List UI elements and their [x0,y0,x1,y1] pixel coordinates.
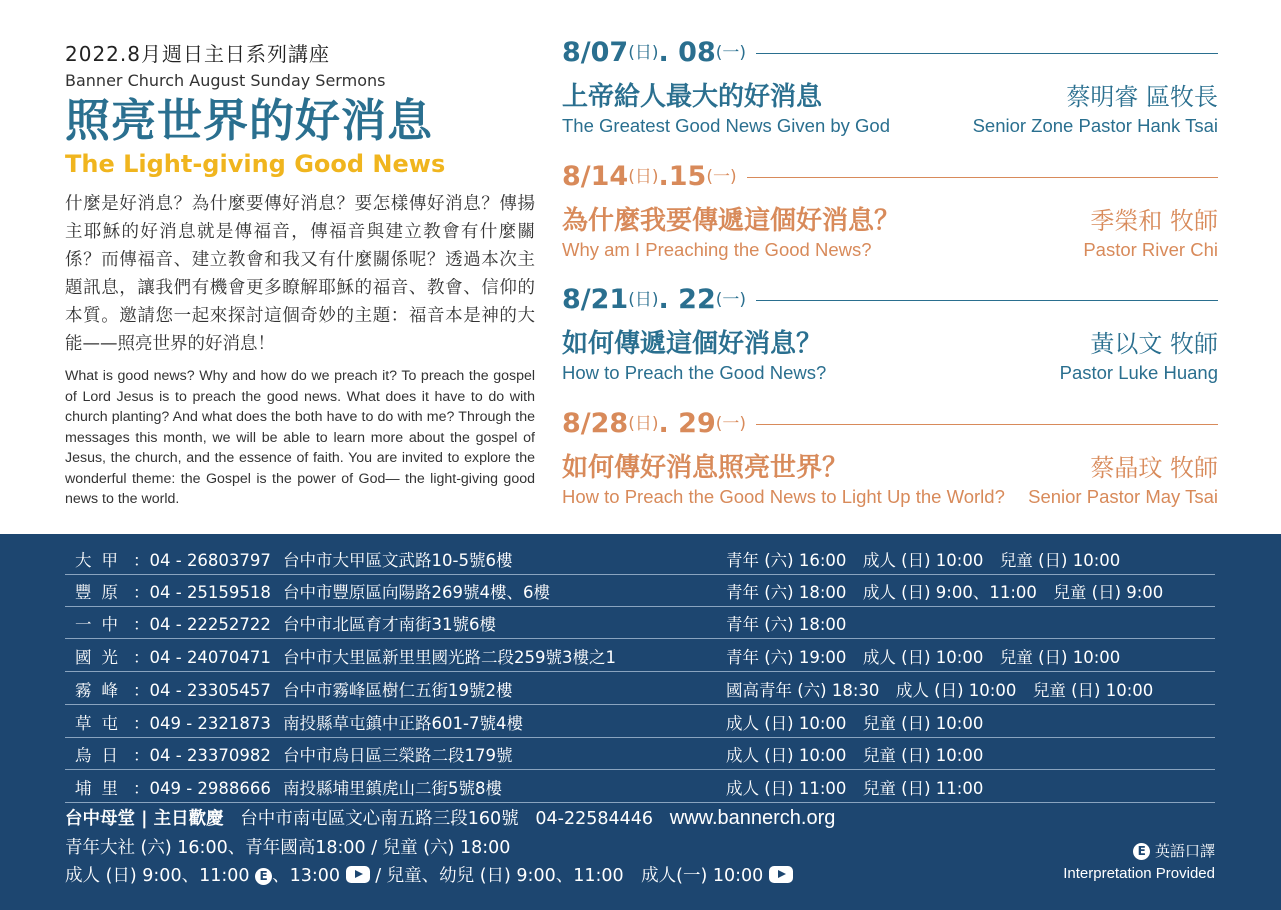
church-times: 成人 (日) 10:00 兒童 (日) 10:00 [726,713,984,733]
church-times: 青年 (六) 19:00 成人 (日) 10:00 兒童 (日) 10:00 [726,647,1121,667]
church-row [65,706,1215,738]
church-locations-panel [0,534,1281,910]
sermon-day-sunday: (日) [628,290,659,310]
sermon-speaker-zh: 黃以文 牧師 [1090,330,1218,358]
hq-website-link[interactable]: www.bannerch.org [669,807,836,829]
church-address: 台中市霧峰區樹仁五街19號2樓 [283,680,513,700]
sermon-speaker-en: Senior Pastor May Tsai [1028,486,1218,507]
main-title-en: The Light-giving Good News [65,150,446,178]
divider-line [756,424,1218,425]
church-row [65,673,1215,705]
church-address: 台中市大甲區文武路10-5號6樓 [283,550,513,570]
sermon-date [562,160,1218,194]
church-phone: ：04 - 24070471 [133,647,271,667]
sermon-date-sunday: 8/28 [562,408,629,439]
church-row [65,543,1215,575]
sermon-speaker-zh: 蔡明睿 區牧長 [1066,83,1218,111]
hq-info-line [65,805,835,830]
church-name: 國光 [75,647,128,667]
church-name: 埔里 [75,778,128,798]
church-row [65,771,1215,803]
sermon-date-sunday: 8/14 [562,161,629,192]
sermon-day-sunday: (日) [628,43,659,63]
church-phone: ：049 - 2321873 [133,713,271,733]
intro-column [65,38,535,510]
sermon-date [562,36,1218,70]
main-title-zh: 照亮世界的好消息 [65,94,434,147]
church-row [65,575,1215,607]
church-name: 大甲 [75,550,128,570]
sermon-topic-zh: 上帝給人最大的好消息 [562,82,823,112]
interpretation-note [1063,840,1215,882]
sermon-speaker-zh: 蔡晶玟 牧師 [1090,454,1218,482]
church-times: 國高青年 (六) 18:30 成人 (日) 10:00 兒童 (日) 10:00 [726,680,1154,700]
sermon-block [562,36,1218,137]
church-times: 青年 (六) 18:00 [726,614,847,634]
church-times: 青年 (六) 16:00 成人 (日) 10:00 兒童 (日) 10:00 [726,550,1121,570]
sermon-topic-zh: 如何傳好消息照亮世界？ [562,453,849,483]
sermon-topic-en: Why am I Preaching the Good News? [562,239,872,260]
divider-line [756,53,1218,54]
church-name: 草屯 [75,713,128,733]
church-times: 青年 (六) 18:00 成人 (日) 9:00、11:00 兒童 (日) 9:00 [726,582,1164,602]
sermon-topic-en: The Greatest Good News Given by God [562,115,891,136]
sermon-date-sunday: 8/21 [562,284,629,315]
sermon-date-monday: . 08 [658,37,716,68]
series-title-zh: 2022.8月週日主日系列講座 [65,42,330,66]
church-name: 霧峰 [75,680,128,700]
sermon-speaker-en: Senior Zone Pastor Hank Tsai [972,115,1218,136]
sermon-day-monday: (一) [715,414,746,434]
youtube-icon[interactable] [346,866,370,883]
hq-adult-prefix: 成人 (日) 9:00、11:00 [65,866,250,886]
sermon-topic-zh: 如何傳遞這個好消息？ [562,329,823,359]
interpretation-zh: 英語口譯 [1154,842,1215,860]
church-phone: ：04 - 23305457 [133,680,271,700]
hq-phone: 04-22584446 [535,809,654,829]
church-row [65,738,1215,770]
youtube-icon[interactable] [769,866,793,883]
hq-adult-times [65,862,793,887]
sermon-day-sunday: (日) [628,414,659,434]
series-title-en: Banner Church August Sunday Sermons [65,71,386,90]
church-address: 南投縣埔里鎮虎山二街5號8樓 [283,778,502,798]
english-badge-icon: E [1133,843,1150,860]
sermon-speaker-zh: 季榮和 牧師 [1090,207,1218,235]
church-address: 台中市大里區新里里國光路二段259號3樓之1 [283,647,616,667]
sermon-date-monday: . 22 [658,284,716,315]
sermon-date [562,283,1218,317]
sermon-topic-en: How to Preach the Good News to Light Up the World? [562,486,1005,507]
church-times: 成人 (日) 11:00 兒童 (日) 11:00 [726,778,984,798]
sermon-block [562,407,1218,508]
church-phone: ：04 - 23370982 [133,745,271,765]
sermon-day-sunday: (日) [628,167,659,187]
church-row [65,607,1215,639]
sermon-day-monday: (一) [715,290,746,310]
church-phone: ：04 - 22252722 [133,614,271,634]
church-times: 成人 (日) 10:00 兒童 (日) 10:00 [726,745,984,765]
sermon-block [562,160,1218,261]
sermon-date-monday: . 29 [658,408,716,439]
church-name: 一中 [75,614,128,634]
sermon-day-monday: (一) [715,43,746,63]
sermon-block [562,283,1218,384]
sermon-speaker-en: Pastor River Chi [1083,239,1218,260]
church-phone: ：04 - 25159518 [133,582,271,602]
church-row [65,640,1215,672]
sermon-date-sunday: 8/07 [562,37,629,68]
sermon-date [562,407,1218,441]
church-phone: ：049 - 2988666 [133,778,271,798]
church-address: 台中市烏日區三榮路二段179號 [283,745,513,765]
hq-address: 台中市南屯區文心南五路三段160號 [240,809,519,829]
church-address: 南投縣草屯鎮中正路601-7號4樓 [283,713,523,733]
church-name: 烏日 [75,745,128,765]
divider-line [747,177,1218,178]
sermon-date-monday: .15 [658,161,707,192]
hq-label: 台中母堂 | 主日歡慶 [65,809,224,829]
church-phone: ：04 - 26803797 [133,550,271,570]
hq-youth-times: 青年大社 (六) 16:00、青年國高18:00 / 兒童 (六) 18:00 [65,838,511,858]
english-badge-icon: E [255,868,272,885]
intro-text-en: What is good news? Why and how do we preach it? To preach the gospel of Lord Jesus is to preach the good news. What does it have to do with church planting? And what does the both have to do with me? Through the messages this month, we will be able to learn more about the gospel of Jesus, the church, and the essence of faith. You are invited to explore the wonderful theme: the Gospel is the power of God— the light-giving good news to the world. [65,368,535,507]
church-address: 台中市北區育才南街31號6樓 [283,614,496,634]
church-address: 台中市豐原區向陽路269號4樓、6樓 [283,582,550,602]
divider-line [756,300,1218,301]
hq-adult-suffix: / 兒童、幼兒 (日) 9:00、11:00 成人(一) 10:00 [375,866,764,886]
hq-adult-mid: 、13:00 [272,866,341,886]
sermon-topic-en: How to Preach the Good News? [562,362,827,383]
sermon-speaker-en: Pastor Luke Huang [1059,362,1218,383]
sermon-topic-zh: 為什麼我要傳遞這個好消息？ [562,206,901,236]
intro-text-zh: 什麼是好消息？為什麼要傳好消息？要怎樣傳好消息？傳揚主耶穌的好消息就是傳福音，傳福音與建立教會有什麼關係？而傳福音、建立教會和我又有什麼關係呢？透過本次主題訊息，讓我們有機會更多瞭解耶穌的福音、教會、信仰的本質。邀請您一起來探討這個奇妙的主題：福音本是神的大能——照亮世界的好消息！ [65,194,535,354]
church-name: 豐原 [75,582,128,602]
interpretation-en: Interpretation Provided [1063,865,1215,882]
sermon-day-monday: (一) [706,167,737,187]
